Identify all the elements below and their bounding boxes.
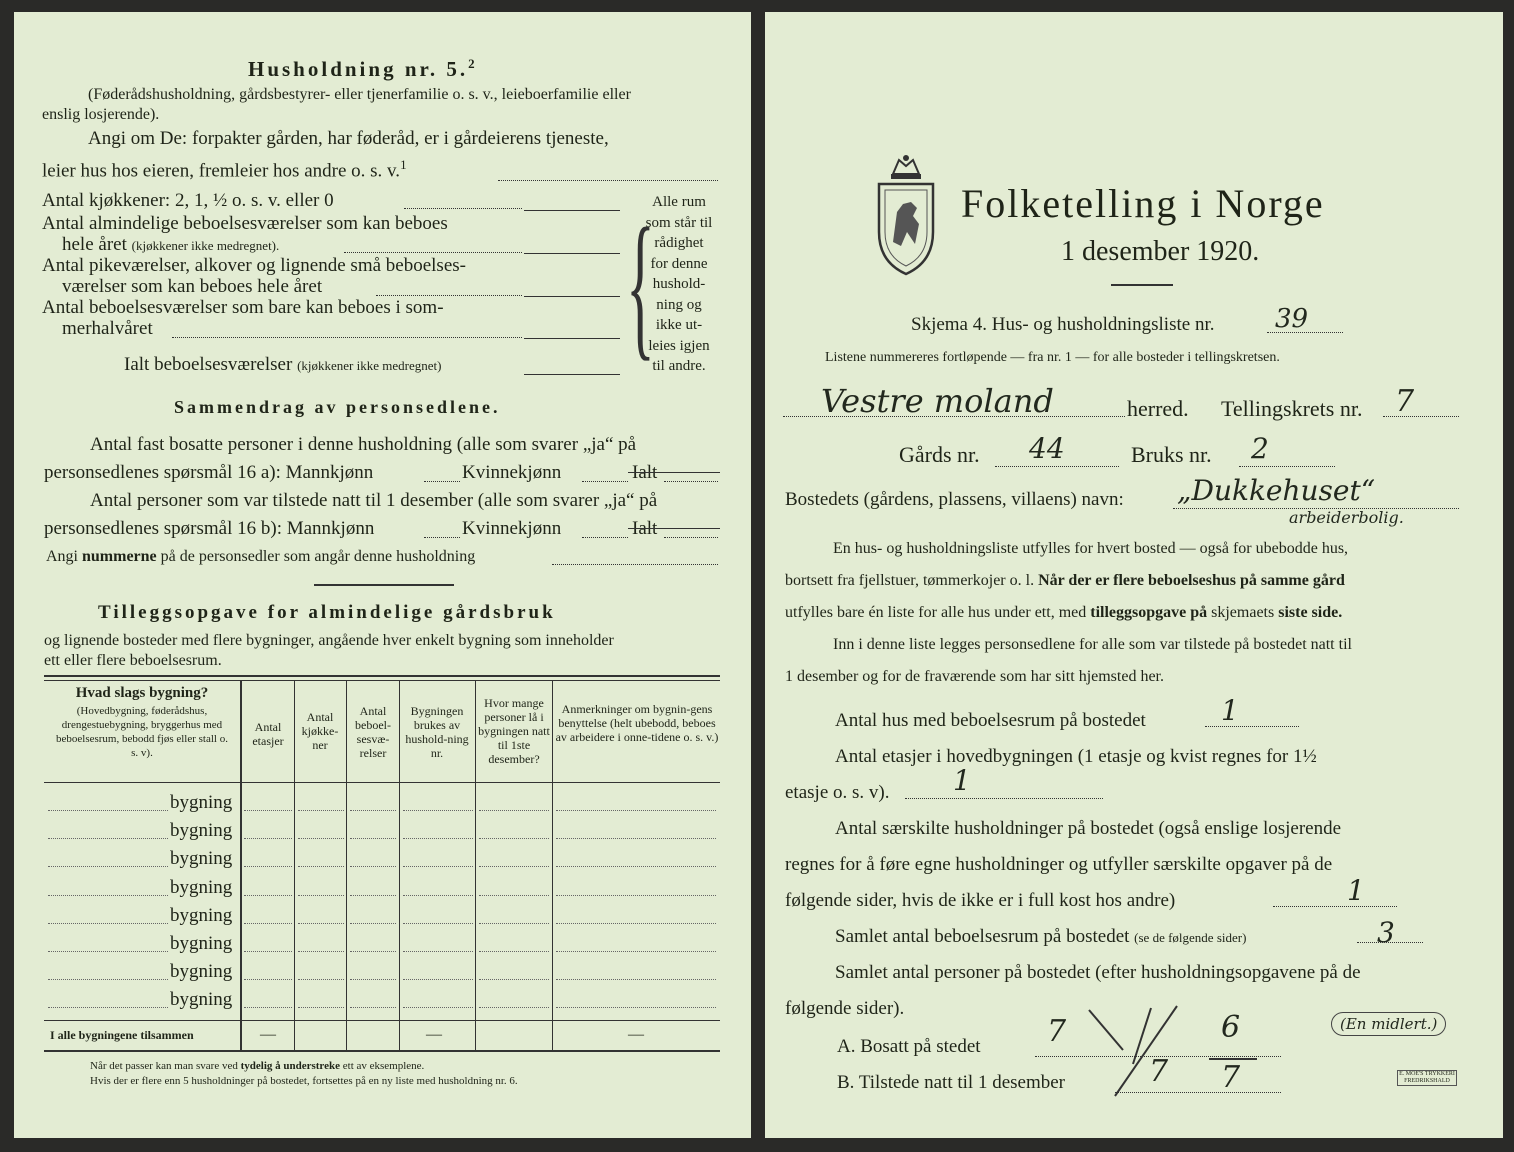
info-line-5: 1 desember og for de fraværende som har sitt hjemsted her. <box>785 668 1164 685</box>
present-value: 7 <box>1149 1054 1169 1089</box>
building-cell <box>244 895 292 896</box>
building-cell <box>479 1007 549 1008</box>
building-cell <box>298 895 344 896</box>
info-line-2: bortsett fra fjellstuer, tømmerkojer o. l. Når der er flere beboelseshus på samme gård <box>785 572 1345 589</box>
municipality-value: Vestre moland <box>821 382 1054 420</box>
building-row-label: bygning <box>170 792 233 813</box>
printer-stamp: E. MOE'S TRYKKERI FREDRIKSHALD <box>1397 1070 1457 1086</box>
building-cell <box>350 810 396 811</box>
maid-rooms-label-2: værelser som kan beboes hele året <box>62 276 323 297</box>
footnote-1: Når det passer kan man svare ved tydelig å understreke ett av eksemplene. <box>90 1060 425 1072</box>
persons-total-label: Samlet antal personer på bostedet (efter husholdningsopgavene på de <box>835 962 1361 983</box>
col-building-type-sub: (Hovedbygning, føderådshus, drengestuebygning, bryggerhus med beboelsesrum, bebodd fjøs eller stall o. s. v). <box>56 705 228 759</box>
farm-number-value: 44 <box>1029 432 1065 465</box>
building-cell <box>244 979 292 980</box>
angi-line-2: leier hus hos eieren, fremleier hos andre o. s. v.$^1$ <box>42 157 407 182</box>
building-cell <box>556 866 716 867</box>
building-cell <box>479 923 549 924</box>
total-row-label: I alle bygningene tilsammen <box>50 1028 194 1042</box>
brace: { <box>626 195 655 375</box>
building-cell <box>403 1007 473 1008</box>
census-title: Folketelling i Norge <box>961 181 1325 226</box>
building-row-label: bygning <box>170 933 233 954</box>
info-line-4: Inn i denne liste legges personsedlene for alle som var tilstede på bostedet natt til <box>833 636 1352 653</box>
building-cell <box>479 810 549 811</box>
col-persons: Hvor mange personer lå i bygningen natt til 1ste desember? <box>478 696 550 766</box>
summary-title: Sammendrag av personsedlene. <box>174 397 501 417</box>
total-remarks-dash: — <box>628 1026 644 1043</box>
info-line-3: utfylles bare én liste for alle hus under ett, med tilleggsopgave på skjemaets siste side. <box>785 604 1343 621</box>
summer-rooms-label-2: merhalvåret <box>62 318 153 339</box>
present-value-corrected: 7 <box>1221 1060 1241 1095</box>
building-cell <box>298 866 344 867</box>
brace-note-line: til andre. <box>652 358 706 374</box>
total-household-dash: — <box>426 1026 442 1043</box>
building-cell <box>479 951 549 952</box>
floors-label: Antal etasjer i hovedbygningen (1 etasje og kvist regnes for 1½ <box>835 746 1317 767</box>
temporary-note: (En midlert.) <box>1331 1012 1446 1036</box>
building-cell <box>556 895 716 896</box>
building-cell <box>556 838 716 839</box>
coat-of-arms-icon <box>873 152 939 276</box>
building-cell <box>298 810 344 811</box>
col-floors: Antal etasjer <box>252 720 284 748</box>
maid-rooms-label: Antal pikeværelser, alkover og lignende små beboelses- <box>42 255 466 276</box>
houses-label: Antal hus med beboelsesrum på bostedet <box>835 710 1146 731</box>
resident-value-corrected: 6 <box>1221 1010 1241 1045</box>
total-rooms-label: Ialt beboelsesværelser (kjøkkener ikke medregnet) <box>124 354 442 375</box>
summary-female-2: Kvinnekjønn <box>462 518 562 539</box>
summary-line-2b: personsedlenes spørsmål 16 b): Mannkjønn <box>44 518 375 539</box>
households-value: 1 <box>1347 874 1365 907</box>
building-cell <box>298 979 344 980</box>
building-row-label: bygning <box>170 848 233 870</box>
household-subtitle-2: enslig losjerende). <box>42 106 160 123</box>
building-cell <box>350 866 396 867</box>
building-cell <box>556 979 716 980</box>
residence-name-value: „Dukkehuset“ <box>1177 474 1376 507</box>
building-name-field <box>48 810 168 811</box>
brace-note-line: rådighet <box>654 235 704 251</box>
municipality-label: herred. <box>1127 396 1189 421</box>
building-name-field <box>48 838 168 839</box>
summary-line-3: Angi nummerne på de personsedler som angår denne husholdning <box>46 548 476 565</box>
building-cell <box>244 810 292 811</box>
building-cell <box>298 923 344 924</box>
brace-note-line: ikke ut- <box>655 317 703 333</box>
holding-number-label: Bruks nr. <box>1131 442 1212 467</box>
building-cell <box>350 895 396 896</box>
building-cell <box>403 951 473 952</box>
building-cell <box>350 838 396 839</box>
building-name-field <box>48 866 168 867</box>
building-cell <box>556 810 716 811</box>
building-cell <box>556 1007 716 1008</box>
right-page <box>765 12 1503 1138</box>
brace-note-line: hushold- <box>652 276 706 292</box>
building-cell <box>403 895 473 896</box>
district-value: 7 <box>1395 384 1415 419</box>
building-cell <box>479 895 549 896</box>
brace-note-line: Alle rum <box>652 194 706 210</box>
holding-number-value: 2 <box>1251 432 1269 465</box>
building-cell <box>350 1007 396 1008</box>
building-cell <box>479 866 549 867</box>
persons-total-label-2: følgende sider). <box>785 998 905 1019</box>
ordinary-rooms-label: Antal almindelige beboelsesværelser som kan beboes <box>42 213 448 234</box>
houses-value: 1 <box>1221 694 1239 727</box>
supplement-line-2: ett eller flere beboelsesrum. <box>44 652 222 669</box>
total-floors-dash: — <box>260 1026 276 1043</box>
building-name-field <box>48 1007 168 1008</box>
col-rooms: Antal beboel-sesvæ-relser <box>355 704 391 760</box>
supplement-line-1: og lignende bosteder med flere bygninger, angående hver enkelt bygning som inneholder <box>44 632 614 649</box>
summer-rooms-label: Antal beboelsesværelser som bare kan beboes i som- <box>42 297 444 318</box>
strike-marks <box>1085 1000 1195 1100</box>
building-name-field <box>48 923 168 924</box>
summary-female-1: Kvinnekjønn <box>462 462 562 483</box>
household-title: Husholdning nr. 5.$^2$ <box>248 56 478 81</box>
household-subtitle: (Føderådshusholdning, gårdsbestyrer- eller tjenerfamilie o. s. v., leieboerfamilie eller <box>88 86 631 103</box>
numbering-note: Listene nummereres fortløpende — fra nr. 1 — for alle bosteder i tellingskretsen. <box>825 350 1280 365</box>
brace-note <box>638 192 720 377</box>
building-cell <box>403 866 473 867</box>
kitchens-label: Antal kjøkkener: 2, 1, ½ o. s. v. eller 0 <box>42 190 334 211</box>
building-name-field <box>48 895 168 896</box>
residence-name-label: Bostedets (gårdens, plassens, villaens) navn: <box>785 489 1124 510</box>
ordinary-rooms-label-2: hele året (kjøkkener ikke medregnet). <box>62 234 280 255</box>
building-row-label: bygning <box>170 961 233 983</box>
col-kitchens: Antal kjøkke-ner <box>301 710 339 752</box>
col-remarks: Anmerkninger om bygnin-gens benyttelse (helt ubebodd, beboes av arbeidere i onne-tidene o. s. v.) <box>555 702 719 744</box>
resident-label: A. Bosatt på stedet <box>837 1036 981 1057</box>
building-cell <box>298 951 344 952</box>
building-cell <box>403 838 473 839</box>
list-number-value: 39 <box>1275 304 1309 334</box>
households-label-2: regnes for å føre egne husholdninger og utfyller særskilte opgaver på de <box>785 854 1333 875</box>
district-label: Tellingskrets nr. <box>1221 396 1363 421</box>
angi-line-1: Angi om De: forpakter gården, har føderåd, er i gårdeierens tjeneste, <box>88 128 609 149</box>
floors-value: 1 <box>953 764 971 797</box>
rooms-total-label: Samlet antal beboelsesrum på bostedet (se de følgende sider) <box>835 926 1247 947</box>
floors-label-2: etasje o. s. v). <box>785 782 890 803</box>
col-household-nr: Bygningen brukes av hushold-ning nr. <box>405 704 469 760</box>
households-label-3: følgende sider, hvis de ikke er i full kost hos andre) <box>785 890 1176 911</box>
building-name-field <box>48 951 168 952</box>
building-cell <box>403 923 473 924</box>
residence-type-value: arbeiderbolig. <box>1289 508 1404 527</box>
building-cell <box>556 951 716 952</box>
building-row-label: bygning <box>170 820 233 842</box>
building-cell <box>479 979 549 980</box>
building-row-label: bygning <box>170 904 233 926</box>
resident-value: 7 <box>1047 1014 1067 1049</box>
summary-total-1: Ialt <box>632 462 658 483</box>
rooms-total-value: 3 <box>1377 916 1395 949</box>
schema-label: Skjema 4. Hus- og husholdningsliste nr. <box>911 314 1215 335</box>
building-cell <box>244 866 292 867</box>
brace-note-line: ning og <box>656 296 702 313</box>
building-row-label: bygning <box>170 876 233 898</box>
building-cell <box>556 923 716 924</box>
summary-line-1: Antal fast bosatte personer i denne husholdning (alle som svarer „ja“ på <box>90 434 637 455</box>
summary-line-1b: personsedlenes spørsmål 16 a): Mannkjønn <box>44 462 374 483</box>
left-page <box>14 12 751 1138</box>
summary-total-2: Ialt <box>632 518 658 539</box>
building-cell <box>403 979 473 980</box>
households-label: Antal særskilte husholdninger på bostedet (også enslige losjerende <box>835 818 1342 839</box>
info-line-1: En hus- og husholdningsliste utfylles for hvert bosted — også for ubebodde hus, <box>833 540 1349 557</box>
building-row-label: bygning <box>170 989 233 1011</box>
brace-note-line: som står til <box>645 214 713 231</box>
brace-note-line: leies igjen <box>648 337 710 354</box>
building-name-field <box>48 979 168 980</box>
present-label: B. Tilstede natt til 1 desember <box>837 1072 1065 1093</box>
building-cell <box>244 1007 292 1008</box>
col-building-type: Hvad slags bygning? <box>75 685 209 701</box>
census-date: 1 desember 1920. <box>1061 236 1260 267</box>
building-cell <box>298 838 344 839</box>
building-cell <box>350 951 396 952</box>
building-cell <box>350 979 396 980</box>
supplement-title: Tilleggsopgave for almindelige gårdsbruk <box>98 602 556 623</box>
farm-number-label: Gårds nr. <box>899 442 980 467</box>
brace-note-line: for denne <box>650 255 708 272</box>
building-cell <box>244 923 292 924</box>
summary-line-2: Antal personer som var tilstede natt til 1 desember (alle som svarer „ja“ på <box>90 490 658 511</box>
building-cell <box>350 923 396 924</box>
building-cell <box>298 1007 344 1008</box>
building-cell <box>403 810 473 811</box>
footnote-2: Hvis der er flere enn 5 husholdninger på bostedet, fortsettes på en ny liste med husholdning nr. 6. <box>90 1075 518 1087</box>
building-cell <box>479 838 549 839</box>
building-cell <box>244 951 292 952</box>
building-cell <box>244 838 292 839</box>
